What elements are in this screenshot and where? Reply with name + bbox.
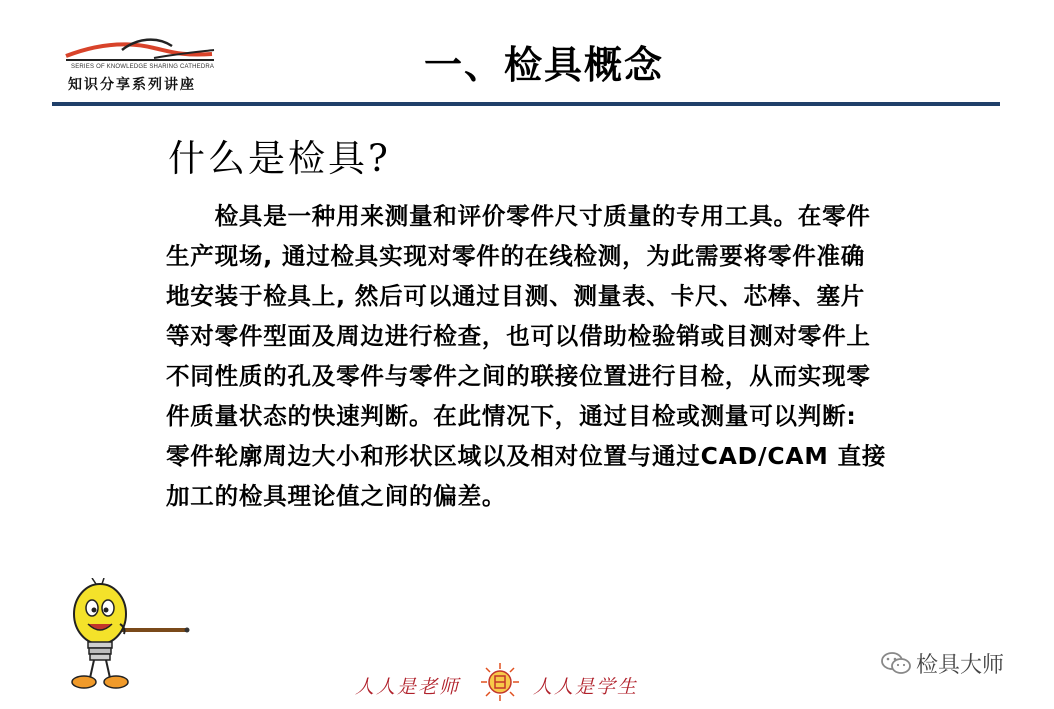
car-swoosh-icon bbox=[62, 34, 222, 68]
footer-motto-right: 人人是学生 bbox=[533, 676, 639, 698]
series-title: 知识分享系列讲座 bbox=[68, 77, 196, 93]
section-heading: 什么是检具? bbox=[168, 137, 391, 180]
paragraph-line: 等对零件型面及周边进行检查，也可以借助检验销或目测对零件上 bbox=[166, 322, 871, 350]
paragraph-line: 地安装于检具上, 然后可以通过目测、测量表、卡尺、芯棒、塞片 bbox=[166, 282, 866, 310]
logo-tagline: SERIES OF KNOWLEDGE SHARING CATHEDRA bbox=[71, 64, 215, 70]
title-divider bbox=[52, 102, 1000, 106]
paragraph-line: 不同性质的孔及零件与零件之间的联接位置进行目检，从而实现零 bbox=[166, 362, 871, 390]
lightbulb-mascot-icon bbox=[70, 578, 190, 690]
footer-motto-left: 人人是老师 bbox=[355, 676, 461, 698]
footer-motto bbox=[355, 662, 660, 702]
paragraph-line: 零件轮廓周边大小和形状区域以及相对位置与通过CAD/CAM 直接 bbox=[166, 442, 887, 470]
body-paragraph bbox=[166, 196, 926, 516]
paragraph-line: 生产现场, 通过检具实现对零件的在线检测，为此需要将零件准确 bbox=[166, 242, 866, 270]
paragraph-line: 件质量状态的快速判断。在此情况下，通过目检或测量可以判断: bbox=[166, 402, 857, 430]
slide-title: 一、检具概念 bbox=[424, 43, 665, 87]
wechat-icon bbox=[880, 650, 912, 676]
logo bbox=[62, 34, 222, 92]
paragraph-line: 加工的检具理论值之间的偏差。 bbox=[166, 482, 507, 510]
paragraph-line: 检具是一种用来测量和评价零件尺寸质量的专用工具。在零件 bbox=[166, 202, 871, 230]
watermark-text: 检具大师 bbox=[916, 653, 1005, 678]
sun-emblem-icon bbox=[480, 662, 520, 702]
